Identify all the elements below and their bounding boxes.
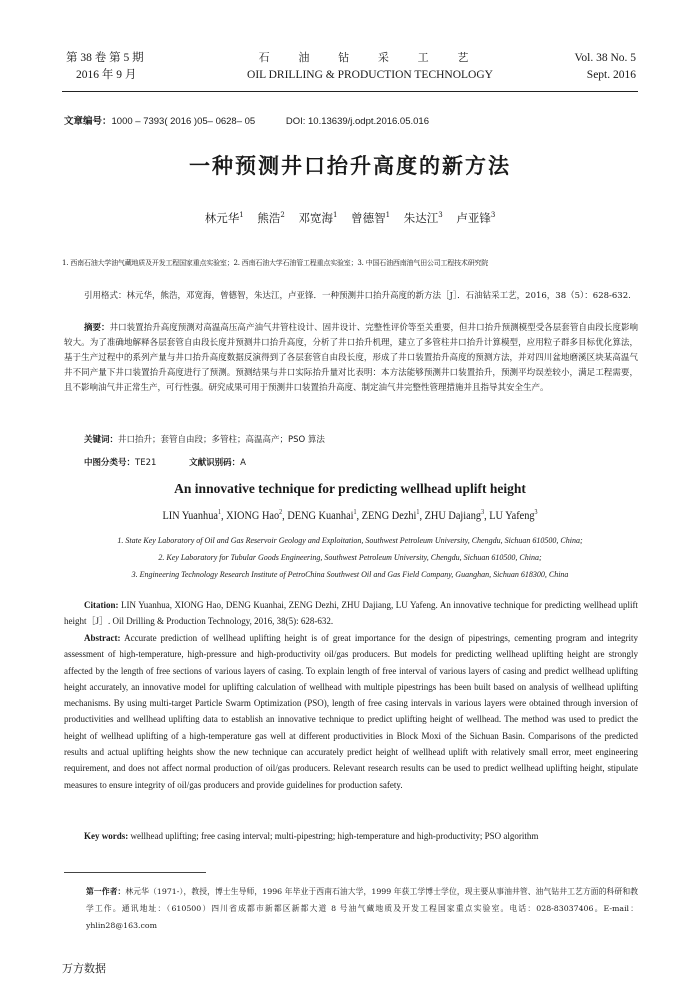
keywords-cn-label: 关键词： — [84, 435, 119, 445]
citation-cn-label: 引用格式： — [84, 291, 127, 301]
citation-cn — [64, 289, 638, 304]
volume-issue-cn: 第 38 卷 第 5 期 — [66, 52, 144, 64]
abstract-en-label: Abstract: — [84, 633, 121, 643]
wanfang-footer: 万方数据 — [62, 962, 106, 975]
footnote-label: 第一作者： — [86, 887, 126, 896]
abstract-en-text: Accurate prediction of wellhead uplifting height is of great importance for the design of pipestrings, cementing program and integrity assessment of high-temperature, high-pressure and high-productivity oil/gas producers. But models for predicting wellhead uplifting height are strongly affected by the length of free sections of various layers of casing. To explain length of free interval of various layers of casing and predict wellhead uplifting height accurately, an innovative model for uplifting calculation of wellhead with multiple pipestrings has been built based on analysis of wellhead uplifting mechanisms. By using multi-target Particle Swarm Optimization (PSO), length of free casing intervals in various layers were obtained through inversion of productivities and wellhead uplifting data to establish an innovative technique to predict uplifting height of wellhead. The method was used to predict the height of wellhead uplifting of a high-temperature gas well at different productivities in Block Moxi of the Sichuan Basin. Comparisons of the predicted results and actual uplifting heights show the new technique can accurately predict height of wellhead uplift with relatively small error, meet engineering requirement, and does not affect normal production of oil/gas producers. Relevant research results can be used to predict wellhead uplifting height, stipulate measures to ensure integrity of oil/gas producers and provide guidelines for production safety. — [64, 633, 638, 790]
journal-volume-en — [520, 50, 636, 84]
author-en: LIN Yuanhua$^1$, — [162, 508, 227, 522]
volume-issue-en: Vol. 38 No. 5 — [574, 52, 636, 64]
author-cn: 熊浩$^2$ — [257, 211, 285, 225]
citation-cn-text: 林元华，熊浩，邓宽海，曾德智，朱达江，卢亚锋．一种预测井口抬升高度的新方法［J］．石油钻采工艺，2016，38（5）：628-632. — [126, 291, 631, 301]
clc-label: 中图分类号： — [84, 458, 136, 468]
keywords-en-label: Key words: — [84, 831, 129, 841]
journal-name — [200, 50, 540, 84]
author-en: XIONG Hao$^2$, — [226, 508, 288, 522]
authors-cn — [62, 210, 638, 226]
keywords-en — [84, 831, 538, 841]
doc-code-value: A — [240, 458, 246, 468]
doi: DOI: 10.13639/j.odpt.2016.05.016 — [285, 116, 429, 127]
title-en: An innovative technique for predicting wellhead uplift height — [174, 481, 526, 496]
citation-en-text: LIN Yuanhua, XIONG Hao, DENG Kuanhai, ZENG Dezhi, ZHU Dajiang, LU Yafeng. An innovative technique for predicting wellhead uplift height［J］. Oil Drilling & Production Technology, 2016, 38(5): 628-632. — [64, 600, 638, 627]
affiliations-cn: 1. 西南石油大学油气藏地质及开发工程国家重点实验室；2. 西南石油大学石油管工程重点实验室；3. 中国石油西南油气田公司工程技术研究院 — [62, 259, 489, 267]
header-rule — [62, 91, 638, 92]
footnote-text: 林元华（1971-），教授，博士生导师，1996 年毕业于西南石油大学，1999 年获工学博士学位，现主要从事油井管、油气钻井工艺方面的科研和教学工作。通讯地址：（610500）四川省成都市新都区新都大道 8 号油气藏地质及开发工程国家重点实验室。电话：028-83037406。E-mail：yhlin28@163.com — [86, 887, 638, 930]
author-cn: 卢亚锋$^3$ — [456, 211, 496, 225]
author-en: DENG Kuanhai$^1$, — [287, 508, 362, 522]
journal-name-cn: 石 油 钻 采 工 艺 — [258, 52, 482, 64]
clc-value: TE21 — [135, 458, 157, 468]
affiliation-en-3: 3. Engineering Technology Research Institute of PetroChina Southwest Oil and Gas Field Company, Guanghan, Sichuan 618300, China — [131, 570, 569, 579]
abstract-cn — [64, 321, 638, 396]
citation-en — [64, 597, 638, 630]
journal-volume-issue — [66, 50, 144, 84]
footnote-first-author — [86, 883, 638, 934]
classification-cn — [84, 456, 246, 468]
abstract-en — [64, 630, 638, 793]
date-cn: 2016 年 9 月 — [76, 69, 137, 81]
author-cn: 朱达江$^3$ — [403, 211, 443, 225]
author-cn: 曾德智$^1$ — [351, 211, 391, 225]
article-number-label: 文章编号： — [64, 116, 112, 127]
keywords-cn — [84, 433, 325, 445]
article-number: 1000 – 7393( 2016 )05– 0628– 05 — [111, 116, 256, 127]
article-meta — [64, 113, 429, 127]
affiliation-en-1: 1. State Key Laboratory of Oil and Gas Reservoir Geology and Exploitation, Southwest Petroleum University, Chengdu, Sichuan 610500, China; — [117, 536, 583, 545]
journal-name-en: OIL DRILLING & PRODUCTION TECHNOLOGY — [247, 69, 493, 81]
footnote-rule — [64, 872, 206, 873]
author-en: ZHU Dajiang$^3$, — [424, 508, 490, 522]
abstract-cn-text: 井口装置抬升高度预测对高温高压高产油气井管柱设计、固井设计、完整性评价等至关重要，但井口抬升预测模型受各层套管自由段长度影响较大。为了准确地解释各层套管自由段长度并预测井口抬升高度，分析了井口抬升机理，建立了多管柱井口抬升计算模型，应用粒子群多目标优化算法，基于生产过程中的系列产量与井口抬升高度数据反演得到了各层套管自由段长度，形成了井口装置抬升高度的预测方法，并对四川盆地磨溪区块某高温气井不同产量下井口装置抬升高度进行了预测。预测结果与井口实际抬升量对比表明：本方法能够预测井口装置抬升，预测平均误差较小，满足工程需要，且不影响油气井正常生产，可行性强。研究成果可用于预测井口装置抬升高度、制定油气井完整性管理措施并且指导其安全生产。 — [64, 323, 638, 393]
keywords-en-text: wellhead uplifting; free casing interval; multi-pipestring; high-temperature and high-productivity; PSO algorithm — [128, 831, 539, 841]
author-cn: 林元华$^1$ — [204, 211, 244, 225]
author-en: ZENG Dezhi$^1$, — [361, 508, 425, 522]
citation-en-label: Citation: — [84, 600, 119, 610]
keywords-cn-text: 井口抬升；套管自由段；多管柱；高温高产；PSO 算法 — [118, 435, 325, 445]
title-cn: 一种预测井口抬升高度的新方法 — [189, 154, 511, 178]
doc-code-label: 文献识别码： — [189, 458, 241, 468]
author-cn: 邓宽海$^1$ — [298, 211, 338, 225]
authors-en — [102, 508, 597, 523]
affiliation-en-2: 2. Key Laboratory for Tubular Goods Engineering, Southwest Petroleum University, Chengdu, Sichuan 610500, China; — [158, 553, 542, 562]
date-en: Sept. 2016 — [586, 69, 636, 81]
author-en: LU Yafeng$^3$ — [489, 508, 538, 522]
abstract-cn-label: 摘要： — [84, 323, 110, 333]
